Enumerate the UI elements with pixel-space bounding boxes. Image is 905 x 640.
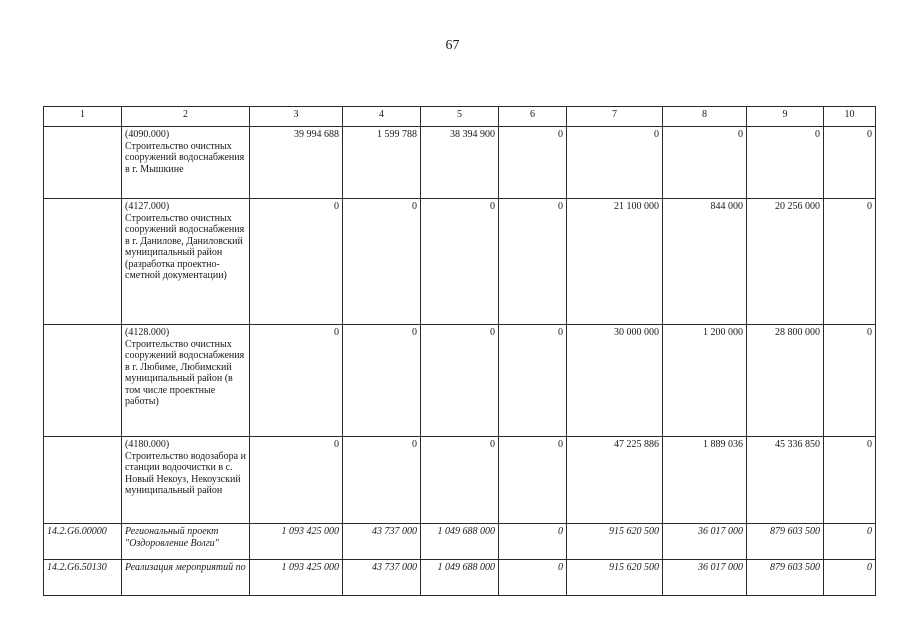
cell-value: 0 (343, 437, 421, 524)
cell-value: 0 (567, 127, 663, 199)
cell-value: 20 256 000 (747, 199, 824, 325)
cell-value: 0 (747, 127, 824, 199)
row-code (44, 325, 122, 437)
cell-value: 0 (824, 524, 876, 560)
cell-value: 0 (499, 199, 567, 325)
cell-value: 47 225 886 (567, 437, 663, 524)
table-row (44, 560, 876, 596)
column-header: 7 (567, 107, 663, 127)
row-code (44, 199, 122, 325)
cell-value: 28 800 000 (747, 325, 824, 437)
cell-value: 43 737 000 (343, 524, 421, 560)
cell-value: 39 994 688 (250, 127, 343, 199)
column-header: 5 (421, 107, 499, 127)
row-description: (4180.000) Строительство водозабора и станции водоочистки в с. Новый Некоуз, Некоузский муниципальный район (122, 437, 250, 524)
table-row (44, 199, 876, 325)
table-row (44, 325, 876, 437)
column-header: 2 (122, 107, 250, 127)
page-number: 67 (445, 38, 460, 53)
column-header: 6 (499, 107, 567, 127)
table-row (44, 437, 876, 524)
table-row (44, 524, 876, 560)
row-description: (4127.000) Строительство очистных сооружений водоснабжения в г. Данилове, Даниловский муниципальный район (разработка проектно-сметной документации) (122, 199, 250, 325)
row-code (44, 437, 122, 524)
cell-value: 0 (499, 127, 567, 199)
cell-value: 0 (824, 325, 876, 437)
column-header: 8 (663, 107, 747, 127)
cell-value: 0 (824, 127, 876, 199)
cell-value: 0 (250, 437, 343, 524)
cell-value: 1 093 425 000 (250, 560, 343, 596)
column-header: 9 (747, 107, 824, 127)
cell-value: 0 (499, 437, 567, 524)
cell-value: 0 (250, 199, 343, 325)
column-header: 10 (824, 107, 876, 127)
row-code: 14.2.G6.00000 (44, 524, 122, 560)
cell-value: 30 000 000 (567, 325, 663, 437)
row-code: 14.2.G6.50130 (44, 560, 122, 596)
header-row (44, 107, 876, 127)
cell-value: 0 (343, 199, 421, 325)
cell-value: 0 (421, 325, 499, 437)
cell-value: 0 (499, 560, 567, 596)
cell-value: 0 (250, 325, 343, 437)
cell-value: 43 737 000 (343, 560, 421, 596)
row-description: (4090.000) Строительство очистных сооружений водоснабжения в г. Мышкине (122, 127, 250, 199)
cell-value: 0 (343, 325, 421, 437)
cell-value: 0 (421, 199, 499, 325)
cell-value: 1 200 000 (663, 325, 747, 437)
cell-value: 1 049 688 000 (421, 524, 499, 560)
budget-table (43, 106, 876, 596)
cell-value: 879 603 500 (747, 560, 824, 596)
row-description: Региональный проект "Оздоровление Волги" (122, 524, 250, 560)
cell-value: 1 599 788 (343, 127, 421, 199)
row-description: Реализация мероприятий по (122, 560, 250, 596)
cell-value: 0 (499, 524, 567, 560)
cell-value: 0 (663, 127, 747, 199)
column-header: 1 (44, 107, 122, 127)
cell-value: 1 889 036 (663, 437, 747, 524)
column-header: 4 (343, 107, 421, 127)
column-header: 3 (250, 107, 343, 127)
cell-value: 0 (824, 560, 876, 596)
row-code (44, 127, 122, 199)
cell-value: 45 336 850 (747, 437, 824, 524)
cell-value: 879 603 500 (747, 524, 824, 560)
row-description: (4128.000) Строительство очистных сооружений водоснабжения в г. Любиме, Любимский муниципальный район (в том числе проектные работы) (122, 325, 250, 437)
cell-value: 1 049 688 000 (421, 560, 499, 596)
cell-value: 38 394 900 (421, 127, 499, 199)
cell-value: 844 000 (663, 199, 747, 325)
cell-value: 1 093 425 000 (250, 524, 343, 560)
cell-value: 0 (421, 437, 499, 524)
table-row (44, 127, 876, 199)
cell-value: 36 017 000 (663, 524, 747, 560)
cell-value: 915 620 500 (567, 524, 663, 560)
cell-value: 915 620 500 (567, 560, 663, 596)
cell-value: 21 100 000 (567, 199, 663, 325)
cell-value: 0 (824, 199, 876, 325)
cell-value: 0 (499, 325, 567, 437)
cell-value: 0 (824, 437, 876, 524)
cell-value: 36 017 000 (663, 560, 747, 596)
